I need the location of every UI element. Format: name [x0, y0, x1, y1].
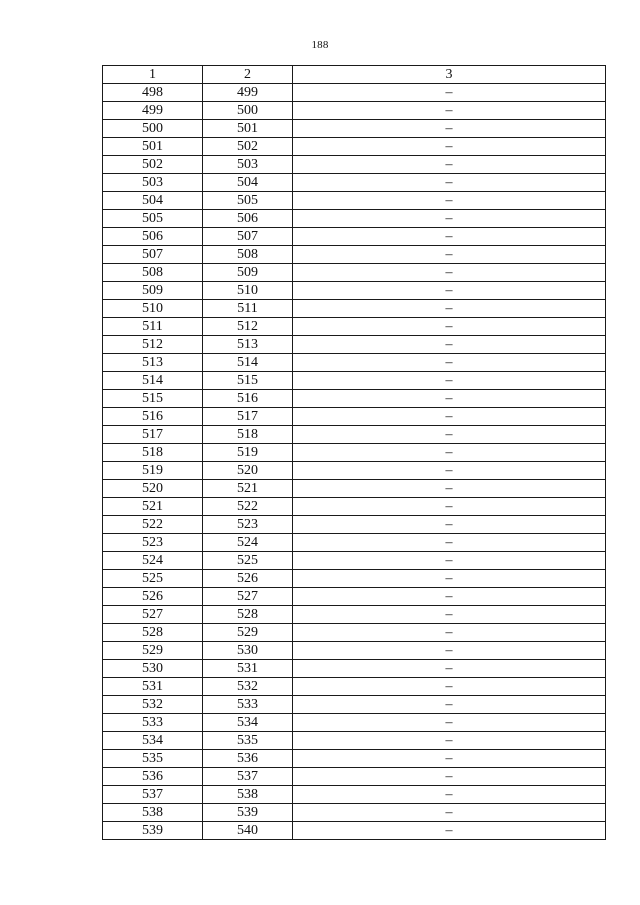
- table-cell-col-2: 523: [203, 516, 293, 534]
- column-header-1: 1: [103, 66, 203, 84]
- table-cell-col-3: –: [293, 606, 606, 624]
- table-row: [103, 642, 606, 660]
- table-cell-col-2: 501: [203, 120, 293, 138]
- table-cell-col-3: –: [293, 156, 606, 174]
- table-row: [103, 678, 606, 696]
- table-cell-col-1: 504: [103, 192, 203, 210]
- table-cell-col-3: –: [293, 120, 606, 138]
- table-cell-col-2: 530: [203, 642, 293, 660]
- table-cell-col-1: 503: [103, 174, 203, 192]
- table-cell-col-3: –: [293, 552, 606, 570]
- table-cell-col-1: 526: [103, 588, 203, 606]
- table-cell-col-2: 521: [203, 480, 293, 498]
- table-cell-col-2: 531: [203, 660, 293, 678]
- table-cell-col-1: 518: [103, 444, 203, 462]
- table-cell-col-2: 505: [203, 192, 293, 210]
- table-cell-col-2: 540: [203, 822, 293, 840]
- table-cell-col-3: –: [293, 570, 606, 588]
- table-cell-col-3: –: [293, 516, 606, 534]
- table-cell-col-2: 522: [203, 498, 293, 516]
- table-header: [103, 66, 606, 84]
- table-cell-col-3: –: [293, 372, 606, 390]
- table-cell-col-2: 504: [203, 174, 293, 192]
- table-cell-col-3: –: [293, 786, 606, 804]
- table-cell-col-1: 502: [103, 156, 203, 174]
- table-cell-col-1: 530: [103, 660, 203, 678]
- table-cell-col-1: 523: [103, 534, 203, 552]
- table-row: [103, 192, 606, 210]
- table-cell-col-1: 521: [103, 498, 203, 516]
- table-cell-col-3: –: [293, 102, 606, 120]
- table-cell-col-2: 499: [203, 84, 293, 102]
- table-cell-col-2: 535: [203, 732, 293, 750]
- table-row: [103, 408, 606, 426]
- table-row: [103, 300, 606, 318]
- table-cell-col-2: 536: [203, 750, 293, 768]
- table-cell-col-3: –: [293, 588, 606, 606]
- table-body: [103, 84, 606, 840]
- table-row: [103, 786, 606, 804]
- table-cell-col-2: 519: [203, 444, 293, 462]
- table-cell-col-2: 517: [203, 408, 293, 426]
- table-cell-col-1: 514: [103, 372, 203, 390]
- table-row: [103, 696, 606, 714]
- table-cell-col-3: –: [293, 246, 606, 264]
- table-cell-col-3: –: [293, 804, 606, 822]
- table-cell-col-3: –: [293, 300, 606, 318]
- table-cell-col-1: 528: [103, 624, 203, 642]
- table-row: [103, 174, 606, 192]
- table-row: [103, 444, 606, 462]
- header-row: [103, 66, 606, 84]
- table-cell-col-2: 500: [203, 102, 293, 120]
- table-row: [103, 606, 606, 624]
- table-cell-col-2: 534: [203, 714, 293, 732]
- table-row: [103, 534, 606, 552]
- table-row: [103, 822, 606, 840]
- table-row: [103, 588, 606, 606]
- table-row: [103, 282, 606, 300]
- table-cell-col-1: 522: [103, 516, 203, 534]
- table-row: [103, 210, 606, 228]
- table-cell-col-3: –: [293, 444, 606, 462]
- table-cell-col-3: –: [293, 678, 606, 696]
- table-cell-col-2: 514: [203, 354, 293, 372]
- table-row: [103, 624, 606, 642]
- table-cell-col-1: 536: [103, 768, 203, 786]
- table-cell-col-1: 499: [103, 102, 203, 120]
- table-cell-col-2: 512: [203, 318, 293, 336]
- table-cell-col-1: 508: [103, 264, 203, 282]
- table-row: [103, 516, 606, 534]
- table-cell-col-3: –: [293, 318, 606, 336]
- table-cell-col-3: –: [293, 480, 606, 498]
- table-row: [103, 462, 606, 480]
- table-cell-col-1: 519: [103, 462, 203, 480]
- table-cell-col-2: 533: [203, 696, 293, 714]
- table-row: [103, 426, 606, 444]
- table-cell-col-1: 513: [103, 354, 203, 372]
- table-cell-col-1: 501: [103, 138, 203, 156]
- table-cell-col-1: 507: [103, 246, 203, 264]
- table-cell-col-2: 539: [203, 804, 293, 822]
- table-cell-col-2: 506: [203, 210, 293, 228]
- table-cell-col-3: –: [293, 642, 606, 660]
- table-cell-col-1: 506: [103, 228, 203, 246]
- table-cell-col-2: 509: [203, 264, 293, 282]
- table-cell-col-2: 524: [203, 534, 293, 552]
- table-cell-col-2: 528: [203, 606, 293, 624]
- table-cell-col-3: –: [293, 138, 606, 156]
- table-cell-col-3: –: [293, 768, 606, 786]
- table-cell-col-1: 520: [103, 480, 203, 498]
- table-cell-col-1: 532: [103, 696, 203, 714]
- table-cell-col-3: –: [293, 210, 606, 228]
- table-cell-col-2: 502: [203, 138, 293, 156]
- table-cell-col-3: –: [293, 498, 606, 516]
- table-row: [103, 390, 606, 408]
- table-cell-col-1: 500: [103, 120, 203, 138]
- table-cell-col-2: 537: [203, 768, 293, 786]
- table-cell-col-3: –: [293, 696, 606, 714]
- table-cell-col-1: 529: [103, 642, 203, 660]
- table-cell-col-1: 527: [103, 606, 203, 624]
- table-cell-col-1: 498: [103, 84, 203, 102]
- table-cell-col-3: –: [293, 624, 606, 642]
- table-row: [103, 480, 606, 498]
- table-cell-col-2: 503: [203, 156, 293, 174]
- table-row: [103, 714, 606, 732]
- table-cell-col-1: 515: [103, 390, 203, 408]
- table-cell-col-1: 525: [103, 570, 203, 588]
- table-cell-col-2: 529: [203, 624, 293, 642]
- table-cell-col-1: 531: [103, 678, 203, 696]
- table-cell-col-2: 520: [203, 462, 293, 480]
- page-number: 188: [311, 39, 329, 51]
- column-header-2: 2: [203, 66, 293, 84]
- table-cell-col-1: 534: [103, 732, 203, 750]
- table-cell-col-2: 518: [203, 426, 293, 444]
- table-cell-col-3: –: [293, 264, 606, 282]
- table-cell-col-2: 507: [203, 228, 293, 246]
- table-row: [103, 228, 606, 246]
- table-row: [103, 318, 606, 336]
- table-cell-col-3: –: [293, 192, 606, 210]
- table-cell-col-2: 508: [203, 246, 293, 264]
- table-cell-col-3: –: [293, 732, 606, 750]
- table-cell-col-3: –: [293, 534, 606, 552]
- table-cell-col-2: 516: [203, 390, 293, 408]
- column-header-3: 3: [293, 66, 606, 84]
- table-cell-col-3: –: [293, 228, 606, 246]
- table-cell-col-2: 538: [203, 786, 293, 804]
- table-cell-col-1: 524: [103, 552, 203, 570]
- data-table: [102, 65, 606, 840]
- table-cell-col-3: –: [293, 822, 606, 840]
- table-cell-col-2: 510: [203, 282, 293, 300]
- table-cell-col-3: –: [293, 660, 606, 678]
- table-cell-col-3: –: [293, 354, 606, 372]
- table-cell-col-3: –: [293, 462, 606, 480]
- table-cell-col-1: 509: [103, 282, 203, 300]
- table-row: [103, 84, 606, 102]
- table-row: [103, 804, 606, 822]
- table-cell-col-1: 535: [103, 750, 203, 768]
- table-cell-col-1: 537: [103, 786, 203, 804]
- table-row: [103, 336, 606, 354]
- table-cell-col-3: –: [293, 174, 606, 192]
- table-cell-col-2: 525: [203, 552, 293, 570]
- table-row: [103, 552, 606, 570]
- table-row: [103, 498, 606, 516]
- table-cell-col-3: –: [293, 84, 606, 102]
- table-row: [103, 264, 606, 282]
- table-row: [103, 138, 606, 156]
- table-cell-col-1: 511: [103, 318, 203, 336]
- table-row: [103, 102, 606, 120]
- table-cell-col-1: 533: [103, 714, 203, 732]
- table-cell-col-1: 505: [103, 210, 203, 228]
- table-cell-col-3: –: [293, 390, 606, 408]
- table-row: [103, 246, 606, 264]
- table-cell-col-3: –: [293, 426, 606, 444]
- table-row: [103, 372, 606, 390]
- table-cell-col-3: –: [293, 750, 606, 768]
- table-cell-col-1: 517: [103, 426, 203, 444]
- table-cell-col-3: –: [293, 282, 606, 300]
- table-cell-col-2: 515: [203, 372, 293, 390]
- table-cell-col-2: 526: [203, 570, 293, 588]
- table-row: [103, 732, 606, 750]
- table-row: [103, 570, 606, 588]
- table-row: [103, 354, 606, 372]
- table-row: [103, 768, 606, 786]
- table-cell-col-2: 532: [203, 678, 293, 696]
- table-cell-col-1: 539: [103, 822, 203, 840]
- table-cell-col-3: –: [293, 336, 606, 354]
- table-row: [103, 660, 606, 678]
- table-cell-col-1: 512: [103, 336, 203, 354]
- table-row: [103, 120, 606, 138]
- table-cell-col-2: 527: [203, 588, 293, 606]
- table-cell-col-2: 511: [203, 300, 293, 318]
- table-cell-col-1: 510: [103, 300, 203, 318]
- table-cell-col-3: –: [293, 714, 606, 732]
- table-cell-col-1: 516: [103, 408, 203, 426]
- table-cell-col-1: 538: [103, 804, 203, 822]
- table-cell-col-2: 513: [203, 336, 293, 354]
- table-row: [103, 156, 606, 174]
- table-row: [103, 750, 606, 768]
- table-cell-col-3: –: [293, 408, 606, 426]
